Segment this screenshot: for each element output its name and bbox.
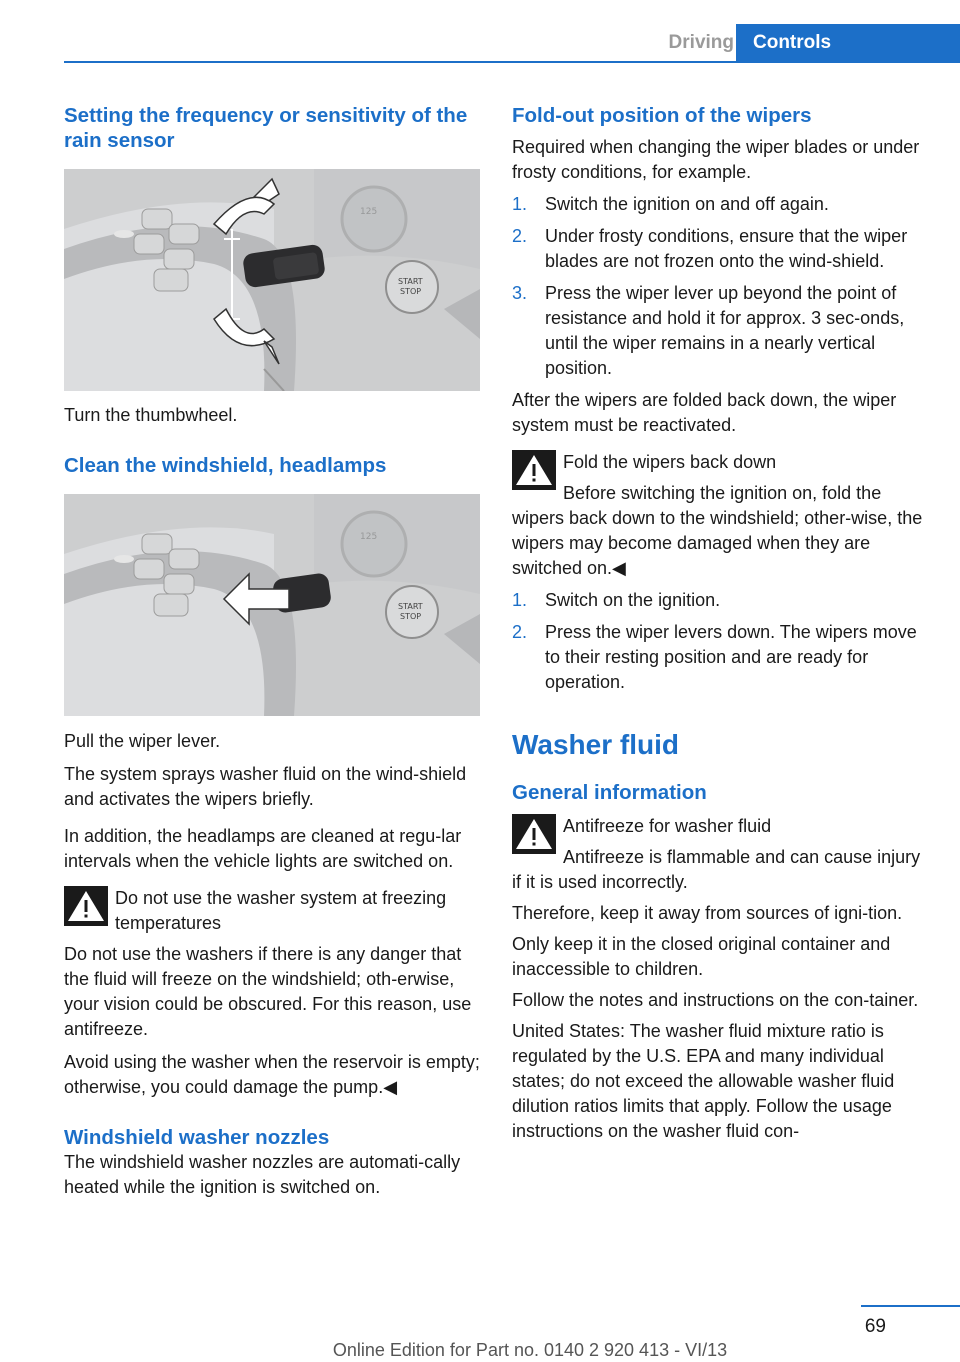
footer-rule: [861, 1305, 960, 1307]
heading-washer-nozzles: Windshield washer nozzles: [64, 1126, 330, 1149]
text-turn-thumbwheel: Turn the thumbwheel.: [64, 405, 238, 425]
heading-foldout-position: Fold-out position of the wipers: [512, 104, 812, 127]
steering-wheel-pull-lever-illustration: [64, 494, 480, 716]
heading-rain-sensor: Setting the frequency or sensitivity of the rain sensor: [64, 104, 468, 152]
heading-washer-fluid: Washer fluid: [512, 729, 679, 760]
header-chapter-controls[interactable]: Controls: [736, 24, 960, 61]
text-united-states: United States: The washer fluid mixture ratio is regulated by the U.S. EPA and many individual states; do not exceed the allowable washer fluid dilution ratios limits that apply. Follow the usage instructions on the washer fluid con-: [512, 1021, 895, 1141]
figure-thumbwheel: [64, 169, 480, 391]
warning-triangle-icon: [512, 814, 556, 854]
text-system-sprays: The system sprays washer fluid on the wind-shield and activates the wipers briefly.: [64, 764, 467, 809]
steps-reactivate: [512, 588, 926, 695]
list-item: 1. Switch the ignition on and off again.: [512, 194, 829, 214]
warning-triangle-icon: [64, 886, 108, 926]
fig1-stop-label: STOP: [400, 287, 422, 296]
page-header: [64, 24, 960, 63]
text-after-folded: After the wipers are folded back down, the wiper system must be reactivated.: [512, 390, 897, 435]
text-only-keep: Only keep it in the closed original container and inaccessible to children.: [512, 934, 891, 979]
heading-clean-windshield: Clean the windshield, headlamps: [64, 454, 387, 477]
left-column: [64, 103, 480, 1200]
warning-freezing-body: Do not use the washers if there is any danger that the fluid will freeze on the windshield; oth-erwise, your vision could be obscured. For this reason, use antifreeze.: [64, 944, 472, 1039]
footer-edition: Online Edition for Part no. 0140 2 920 413 - VI/13: [332, 1340, 728, 1360]
list-item: 3. Press the wiper lever up beyond the point of resistance and hold it for approx. 3 sec-onds, until the wiper remains in a nearly vertical position.: [512, 283, 905, 378]
fig2-stop-label: STOP: [400, 612, 422, 621]
text-follow-notes: Follow the notes and instructions on the con-tainer.: [512, 990, 919, 1010]
fig2-start-label: START: [398, 602, 423, 611]
steering-wheel-thumbwheel-illustration: [64, 169, 480, 391]
fig1-start-label: START: [398, 277, 423, 286]
list-item: 2. Under frosty conditions, ensure that the wiper blades are not frozen onto the wind-shield.: [512, 226, 908, 271]
warning-antifreeze-body: Antifreeze is flammable and can cause injury if it is used incorrectly.: [512, 847, 921, 892]
warning-triangle-icon: [512, 450, 556, 490]
warning-antifreeze-title: Antifreeze for washer fluid: [563, 816, 772, 836]
warning-reservoir-body: Avoid using the washer when the reservoir is empty; otherwise, you could damage the pump.◀: [64, 1052, 480, 1097]
warning-fold-back-body: Before switching the ignition on, fold the wipers back down to the windshield; other-wise, the wipers may become damaged when they are switched on.◀: [512, 483, 923, 578]
text-required-when: Required when changing the wiper blades or under frosty conditions, for example.: [512, 137, 920, 182]
steps-foldout: [512, 192, 926, 381]
list-item: 2. Press the wiper levers down. The wipers move to their resting position and are ready for operation.: [512, 622, 917, 692]
text-nozzles-heated: The windshield washer nozzles are automati-cally heated while the ignition is switched on.: [64, 1152, 461, 1197]
warning-fold-back-title: Fold the wipers back down: [563, 452, 777, 472]
warning-freezing-title: Do not use the washer system at freezing temperatures: [115, 888, 447, 933]
heading-general-information: General information: [512, 781, 707, 804]
header-section-driving[interactable]: Driving: [668, 32, 734, 53]
figure-pull-lever: [64, 494, 480, 716]
warning-fold-back: [512, 450, 926, 581]
page-number: 69: [864, 1316, 886, 1337]
warning-freezing: [64, 886, 480, 1100]
text-headlamps-cleaned: In addition, the headlamps are cleaned at regu-lar intervals when the vehicle lights are switched on.: [64, 826, 462, 871]
warning-antifreeze: [512, 814, 926, 895]
text-keep-away: Therefore, keep it away from sources of igni-tion.: [512, 903, 903, 923]
right-column: [512, 103, 926, 1144]
text-pull-lever: Pull the wiper lever.: [64, 731, 221, 751]
list-item: 1. Switch on the ignition.: [512, 590, 721, 610]
